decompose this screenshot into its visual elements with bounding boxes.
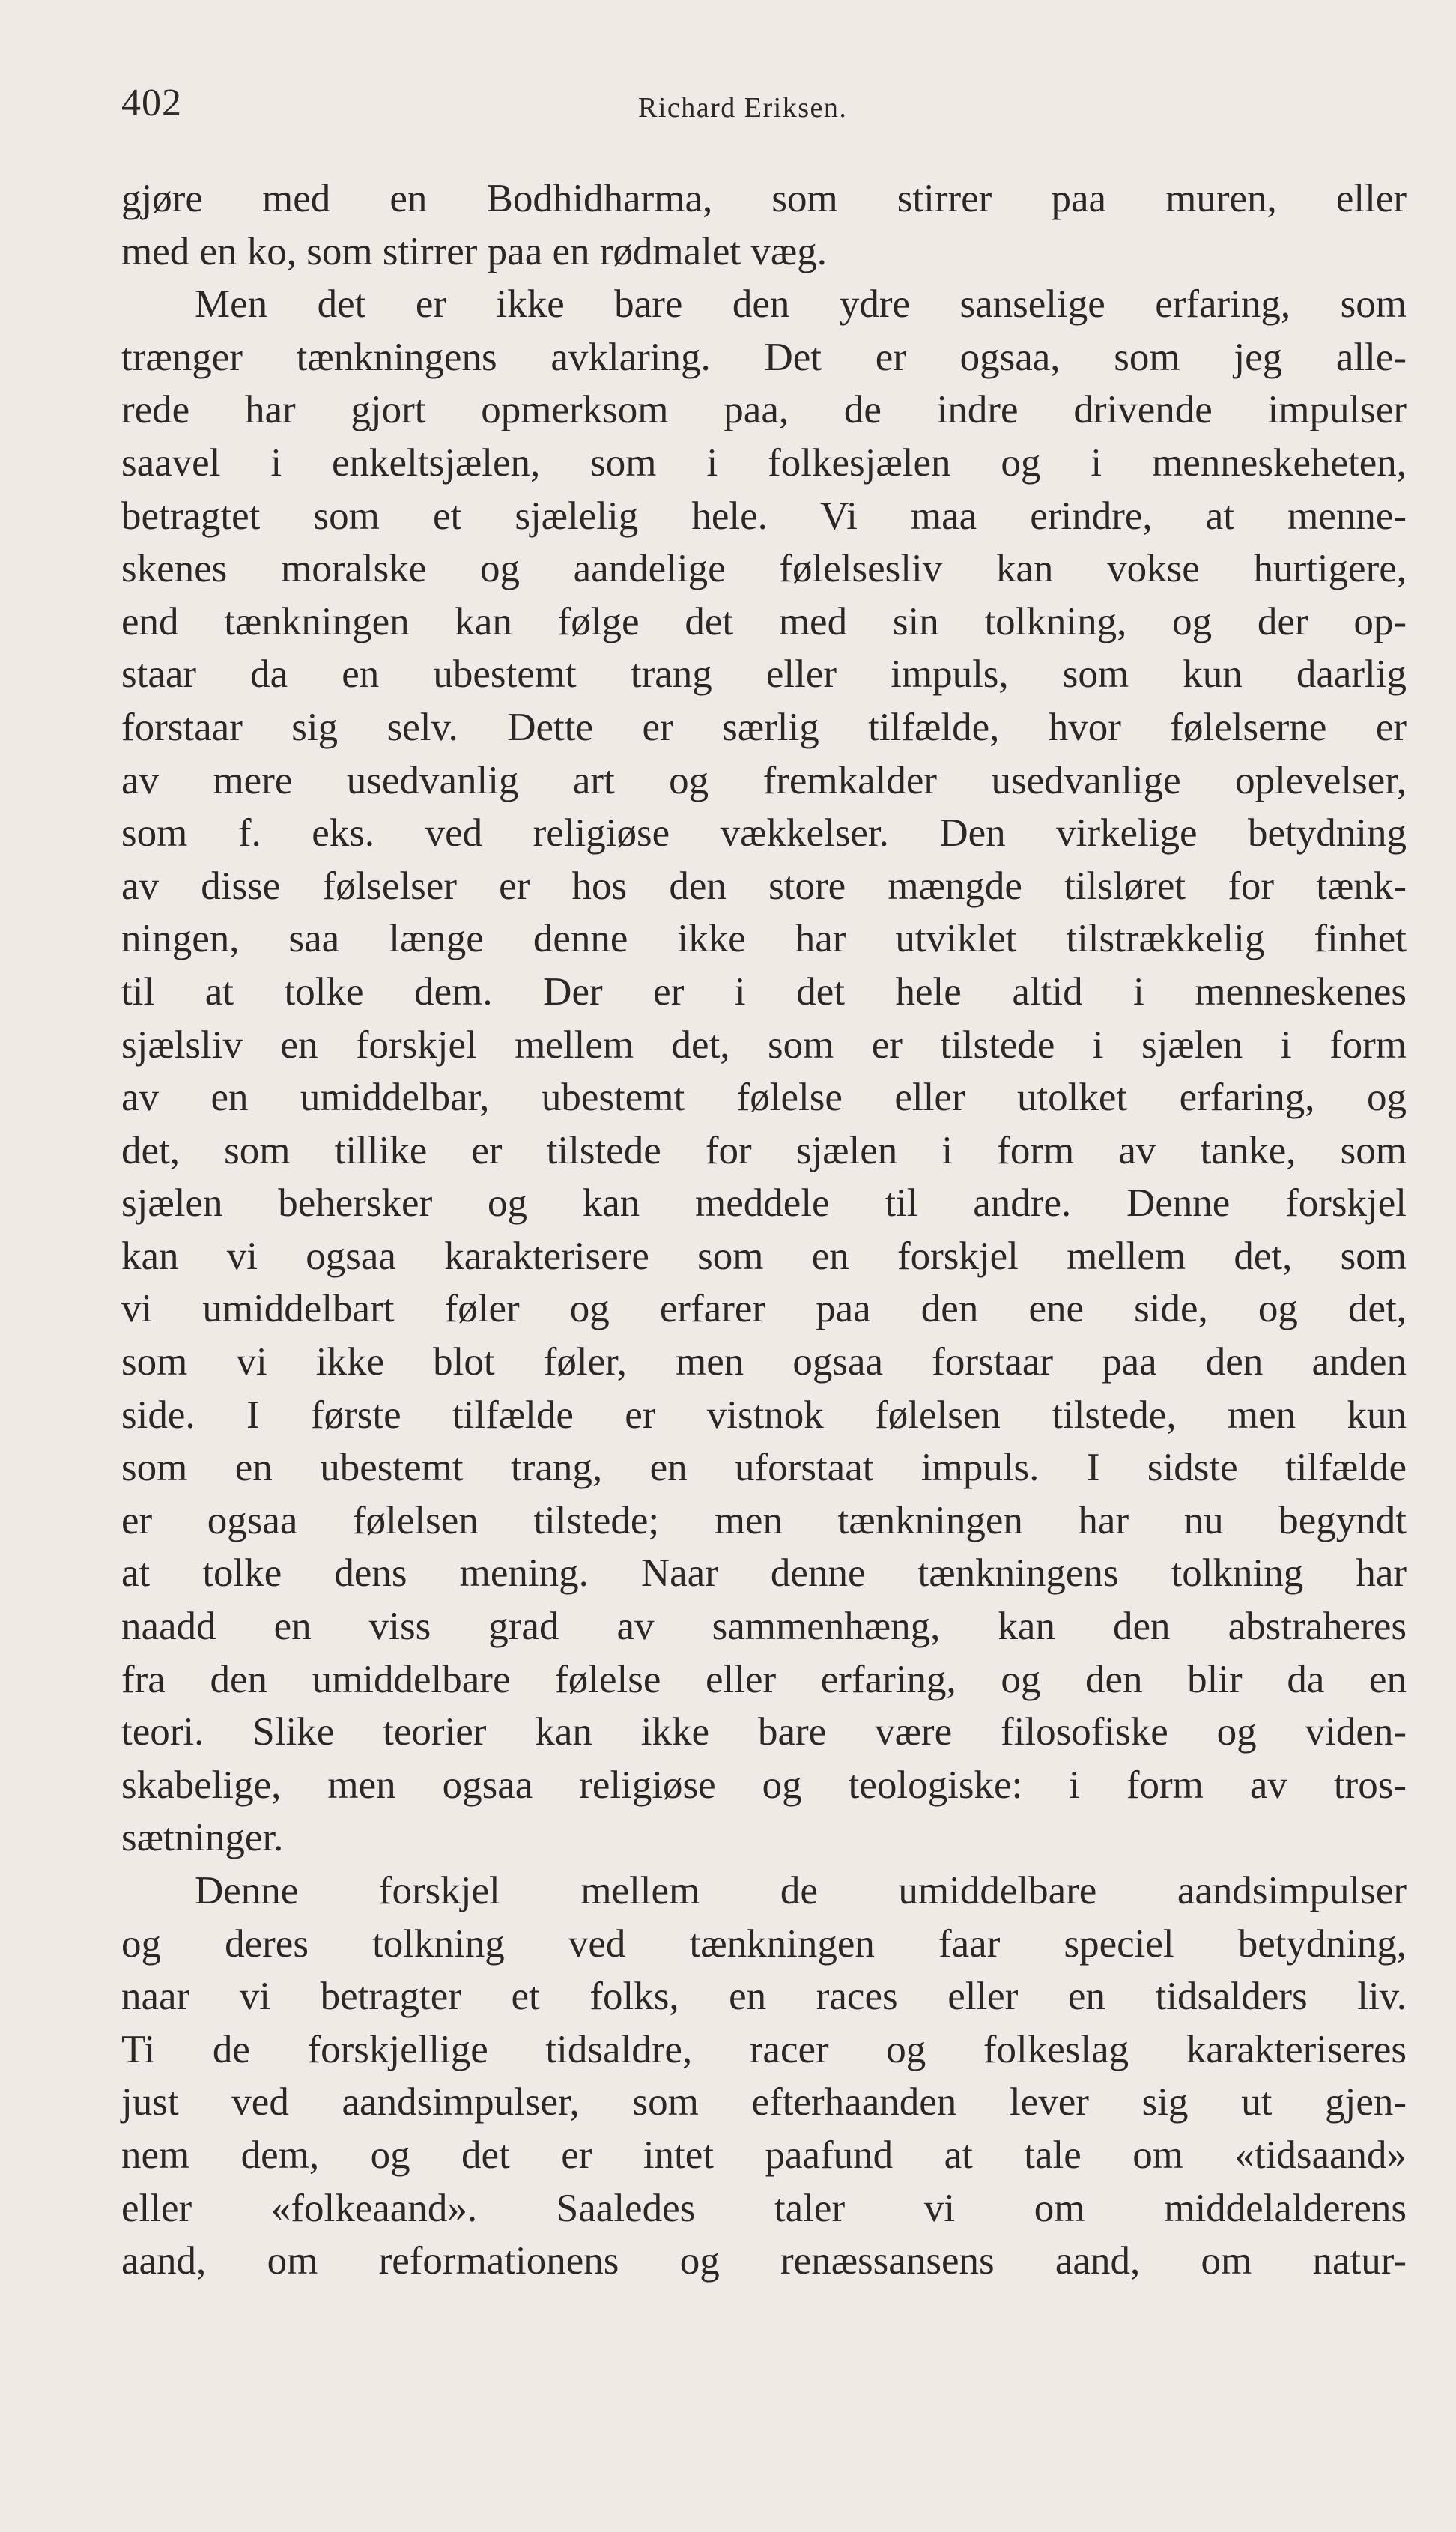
text-line: just ved aandsimpulser, som efterhaanden lever sig ut gjen-: [121, 2080, 1407, 2124]
text-line: forstaar sig selv. Dette er særlig tilfælde, hvor følelserne er: [121, 705, 1407, 749]
text-line: fra den umiddelbare følelse eller erfaring, og den blir da en: [121, 1657, 1407, 1701]
text-line: er ogsaa følelsen tilstede; men tænkningen har nu begyndt: [121, 1498, 1407, 1542]
text-line: som en ubestemt trang, en uforstaat impuls. I sidste tilfælde: [121, 1446, 1407, 1490]
text-line: skabelige, men ogsaa religiøse og teologiske: i form av tros-: [121, 1763, 1407, 1807]
text-line: og deres tolkning ved tænkningen faar speciel betydning,: [121, 1921, 1407, 1966]
text-line: betragtet som et sjælelig hele. Vi maa erindre, at menne-: [121, 494, 1407, 538]
text-line: av en umiddelbar, ubestemt følelse eller utolket erfaring, og: [121, 1076, 1407, 1120]
running-head: [121, 81, 1410, 133]
text-line: som f. eks. ved religiøse vækkelser. Den virkelige betydning: [121, 811, 1407, 855]
text-line: eller «folkeaand». Saaledes taler vi om middelalderens: [121, 2186, 1407, 2230]
text-line: sætninger.: [121, 1816, 284, 1860]
text-line: det, som tillike er tilstede for sjælen i form av tanke, som: [121, 1128, 1407, 1172]
text-line: aand, om reformationens og renæssansens aand, om natur-: [121, 2239, 1407, 2283]
text-line: side. I første tilfælde er vistnok følelsen tilstede, men kun: [121, 1393, 1407, 1437]
text-line: til at tolke dem. Der er i det hele altid i menneskenes: [121, 969, 1407, 1014]
text-line: nem dem, og det er intet paafund at tale om «tidsaand»: [121, 2133, 1407, 2177]
text-line: saavel i enkeltsjælen, som i folkesjælen og i menneskeheten,: [121, 440, 1407, 485]
text-line: av mere usedvanlig art og fremkalder usedvanlige oplevelser,: [121, 758, 1407, 802]
text-line: med en ko, som stirrer paa en rødmalet væg.: [121, 229, 827, 273]
text-line: rede har gjort opmerksom paa, de indre drivende impulser: [121, 388, 1407, 432]
page-number: 402: [121, 82, 182, 124]
text-line: gjøre med en Bodhidharma, som stirrer paa muren, eller: [121, 177, 1407, 220]
text-line: Denne forskjel mellem de umiddelbare aandsimpulser: [195, 1869, 1407, 1912]
text-line: Men det er ikke bare den ydre sanselige erfaring, som: [195, 282, 1407, 327]
text-line: Ti de forskjellige tidsaldre, racer og folkeslag karakteriseres: [121, 2027, 1407, 2071]
text-line: som vi ikke blot føler, men ogsaa forstaar paa den anden: [121, 1340, 1407, 1384]
text-line: naadd en viss grad av sammenhæng, kan den abstraheres: [121, 1605, 1407, 1649]
running-head-title: Richard Eriksen.: [638, 92, 848, 124]
text-line: teori. Slike teorier kan ikke bare være filosofiske og viden-: [121, 1710, 1407, 1754]
text-line: kan vi ogsaa karakterisere som en forskjel mellem det, som: [121, 1234, 1407, 1278]
text-line: at tolke dens mening. Naar denne tænkningens tolkning har: [121, 1551, 1407, 1596]
text-line: sjælen behersker og kan meddele til andre. Denne forskjel: [121, 1181, 1407, 1226]
text-line: staar da en ubestemt trang eller impuls, som kun daarlig: [121, 652, 1407, 697]
text-line: naar vi betragter et folks, en races eller en tidsalders liv.: [121, 1975, 1407, 2019]
text-line: vi umiddelbart føler og erfarer paa den ene side, og det,: [121, 1287, 1407, 1331]
text-line: skenes moralske og aandelige følelsesliv kan vokse hurtigere,: [121, 547, 1407, 591]
text-line: end tænkningen kan følge det med sin tolkning, og der op-: [121, 599, 1407, 643]
text-line: ningen, saa længe denne ikke har utviklet tilstrækkelig finhet: [121, 917, 1407, 961]
text-line: av disse følselser er hos den store mængde tilsløret for tænk-: [121, 864, 1407, 908]
text-line: sjælsliv en forskjel mellem det, som er tilstede i sjælen i form: [121, 1023, 1407, 1067]
text-line: trænger tænkningens avklaring. Det er ogsaa, som jeg alle-: [121, 335, 1407, 379]
body-text: [121, 172, 1407, 2288]
